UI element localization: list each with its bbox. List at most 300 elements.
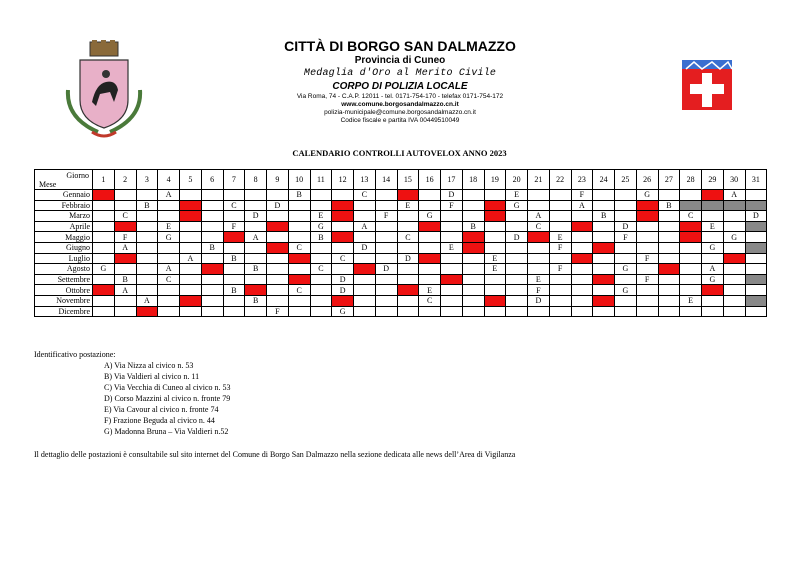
month-label: Settembre [35, 274, 93, 285]
day-axis-label: Giorno [66, 171, 89, 180]
empty-day-cell [245, 221, 267, 232]
empty-day-cell [267, 190, 289, 201]
location-code-cell: F [528, 285, 550, 296]
location-code-cell: A [571, 200, 593, 211]
empty-day-cell [615, 211, 637, 222]
empty-day-cell [93, 242, 115, 253]
empty-day-cell [375, 232, 397, 243]
empty-day-cell [158, 285, 180, 296]
empty-day-cell [201, 253, 223, 264]
location-code-cell: B [245, 295, 267, 306]
empty-day-cell [615, 295, 637, 306]
legend-item: F) Frazione Beguda al civico n. 44 [104, 416, 215, 425]
empty-day-cell [680, 264, 702, 275]
empty-day-cell [180, 274, 202, 285]
empty-day-cell [288, 306, 310, 317]
holiday-cell [136, 306, 158, 317]
location-code-cell: B [462, 221, 484, 232]
location-code-cell: E [549, 232, 571, 243]
legend-item: A) Via Nizza al civico n. 53 [104, 361, 194, 370]
empty-day-cell [375, 190, 397, 201]
location-code-cell: G [702, 274, 724, 285]
empty-day-cell [180, 285, 202, 296]
holiday-cell [419, 253, 441, 264]
empty-day-cell [702, 306, 724, 317]
empty-day-cell [658, 211, 680, 222]
empty-day-cell [375, 200, 397, 211]
location-code-cell: B [201, 242, 223, 253]
location-code-cell: E [310, 211, 332, 222]
holiday-cell [201, 264, 223, 275]
empty-day-cell [288, 232, 310, 243]
day-header-cell: 1 [93, 170, 115, 190]
empty-day-cell [528, 200, 550, 211]
empty-day-cell [158, 200, 180, 211]
holiday-cell [723, 253, 745, 264]
empty-day-cell [419, 306, 441, 317]
empty-day-cell [528, 190, 550, 201]
location-code-cell: C [354, 190, 376, 201]
empty-day-cell [419, 190, 441, 201]
empty-day-cell [506, 264, 528, 275]
empty-day-cell [658, 274, 680, 285]
empty-day-cell [158, 306, 180, 317]
location-code-cell: F [223, 221, 245, 232]
empty-day-cell [180, 306, 202, 317]
empty-day-cell [506, 285, 528, 296]
empty-day-cell [223, 242, 245, 253]
location-code-cell: D [615, 221, 637, 232]
empty-day-cell [267, 211, 289, 222]
holiday-cell [636, 200, 658, 211]
empty-day-cell [375, 274, 397, 285]
empty-day-cell [245, 306, 267, 317]
empty-day-cell [549, 253, 571, 264]
empty-day-cell [571, 232, 593, 243]
nonexistent-day-cell [745, 200, 767, 211]
empty-day-cell [93, 306, 115, 317]
holiday-cell [267, 242, 289, 253]
holiday-cell [419, 221, 441, 232]
location-code-cell: E [419, 285, 441, 296]
province-name: Provincia di Cuneo [354, 55, 446, 66]
empty-day-cell [636, 306, 658, 317]
empty-day-cell [462, 211, 484, 222]
day-header-cell: 21 [528, 170, 550, 190]
empty-day-cell [680, 253, 702, 264]
empty-day-cell [593, 285, 615, 296]
location-code-cell: A [114, 285, 136, 296]
holiday-cell [354, 264, 376, 275]
table-row [35, 274, 767, 285]
empty-day-cell [723, 242, 745, 253]
empty-day-cell [288, 211, 310, 222]
day-header-cell: 7 [223, 170, 245, 190]
legend-item: G) Madonna Bruna – Via Valdieri n.52 [104, 427, 229, 436]
empty-day-cell [201, 295, 223, 306]
holiday-cell [680, 221, 702, 232]
holiday-cell [571, 221, 593, 232]
corner-header-cell [35, 170, 93, 190]
day-header-cell: 14 [375, 170, 397, 190]
location-legend [34, 349, 231, 437]
holiday-cell [180, 200, 202, 211]
empty-day-cell [310, 190, 332, 201]
corps-name: CORPO DI POLIZIA LOCALE [332, 81, 468, 92]
month-label: Maggio [35, 232, 93, 243]
empty-day-cell [93, 211, 115, 222]
empty-day-cell [462, 253, 484, 264]
day-header-cell: 9 [267, 170, 289, 190]
empty-day-cell [136, 253, 158, 264]
empty-day-cell [593, 200, 615, 211]
empty-day-cell [506, 274, 528, 285]
holiday-cell [93, 190, 115, 201]
empty-day-cell [180, 190, 202, 201]
letterhead [250, 38, 550, 125]
location-code-cell: D [332, 274, 354, 285]
location-code-cell: A [723, 190, 745, 201]
holiday-cell [288, 253, 310, 264]
empty-day-cell [636, 232, 658, 243]
empty-day-cell [615, 242, 637, 253]
location-code-cell: A [528, 211, 550, 222]
holiday-cell [484, 200, 506, 211]
empty-day-cell [223, 306, 245, 317]
empty-day-cell [114, 295, 136, 306]
empty-day-cell [354, 200, 376, 211]
empty-day-cell [354, 274, 376, 285]
empty-day-cell [549, 306, 571, 317]
location-code-cell: E [528, 274, 550, 285]
location-code-cell: E [702, 221, 724, 232]
website-line: www.comune.borgosandalmazzo.cn.it [341, 101, 459, 108]
empty-day-cell [310, 306, 332, 317]
table-row [35, 232, 767, 243]
table-row [35, 295, 767, 306]
day-header-cell: 5 [180, 170, 202, 190]
empty-day-cell [484, 232, 506, 243]
location-code-cell: E [680, 295, 702, 306]
day-header-cell: 20 [506, 170, 528, 190]
empty-day-cell [549, 295, 571, 306]
legend-heading: Identificativo postazione: [34, 350, 116, 359]
region-flag-icon [682, 60, 732, 110]
empty-day-cell [136, 242, 158, 253]
empty-day-cell [702, 295, 724, 306]
location-code-cell: F [549, 264, 571, 275]
location-code-cell: C [332, 253, 354, 264]
day-header-cell: 30 [723, 170, 745, 190]
holiday-cell [397, 285, 419, 296]
month-label: Agosto [35, 264, 93, 275]
empty-day-cell [636, 295, 658, 306]
month-label: Novembre [35, 295, 93, 306]
holiday-cell [702, 285, 724, 296]
empty-day-cell [201, 285, 223, 296]
day-header-cell: 11 [310, 170, 332, 190]
empty-day-cell [615, 190, 637, 201]
empty-day-cell [419, 274, 441, 285]
empty-day-cell [201, 200, 223, 211]
location-code-cell: A [245, 232, 267, 243]
holiday-cell [484, 295, 506, 306]
empty-day-cell [745, 232, 767, 243]
empty-day-cell [158, 253, 180, 264]
empty-day-cell [354, 295, 376, 306]
location-code-cell: D [245, 211, 267, 222]
location-code-cell: E [397, 200, 419, 211]
location-code-cell: G [93, 264, 115, 275]
empty-day-cell [245, 190, 267, 201]
empty-day-cell [484, 242, 506, 253]
legend-list [34, 360, 231, 437]
empty-day-cell [267, 285, 289, 296]
month-label: Febbraio [35, 200, 93, 211]
empty-day-cell [462, 295, 484, 306]
month-label: Dicembre [35, 306, 93, 317]
day-header-cell: 23 [571, 170, 593, 190]
location-code-cell: B [114, 274, 136, 285]
table-row [35, 211, 767, 222]
empty-day-cell [114, 190, 136, 201]
day-header-cell: 15 [397, 170, 419, 190]
empty-day-cell [723, 295, 745, 306]
day-header-cell: 24 [593, 170, 615, 190]
day-header-cell: 18 [462, 170, 484, 190]
legend-item: C) Via Vecchia di Cuneo al civico n. 53 [104, 383, 231, 392]
empty-day-cell [375, 253, 397, 264]
empty-day-cell [636, 242, 658, 253]
location-code-cell: D [375, 264, 397, 275]
empty-day-cell [723, 211, 745, 222]
empty-day-cell [180, 264, 202, 275]
empty-day-cell [549, 211, 571, 222]
holiday-cell [114, 221, 136, 232]
holiday-cell [528, 232, 550, 243]
location-code-cell: B [310, 232, 332, 243]
location-code-cell: C [223, 200, 245, 211]
holiday-cell [93, 285, 115, 296]
holiday-cell [593, 295, 615, 306]
empty-day-cell [114, 306, 136, 317]
empty-day-cell [441, 295, 463, 306]
empty-day-cell [571, 264, 593, 275]
empty-day-cell [158, 211, 180, 222]
empty-day-cell [223, 190, 245, 201]
empty-day-cell [658, 306, 680, 317]
location-code-cell: E [506, 190, 528, 201]
empty-day-cell [571, 274, 593, 285]
empty-day-cell [201, 190, 223, 201]
day-header-cell: 6 [201, 170, 223, 190]
location-code-cell: C [310, 264, 332, 275]
empty-day-cell [93, 200, 115, 211]
empty-day-cell [419, 264, 441, 275]
empty-day-cell [223, 211, 245, 222]
empty-day-cell [332, 190, 354, 201]
empty-day-cell [245, 274, 267, 285]
empty-day-cell [506, 221, 528, 232]
empty-day-cell [593, 306, 615, 317]
empty-day-cell [397, 295, 419, 306]
empty-day-cell [93, 274, 115, 285]
empty-day-cell [397, 221, 419, 232]
empty-day-cell [93, 232, 115, 243]
location-code-cell: C [419, 295, 441, 306]
empty-day-cell [549, 274, 571, 285]
location-code-cell: C [288, 285, 310, 296]
empty-day-cell [745, 285, 767, 296]
holiday-cell [593, 242, 615, 253]
empty-day-cell [201, 221, 223, 232]
empty-day-cell [419, 232, 441, 243]
empty-day-cell [702, 253, 724, 264]
location-code-cell: E [441, 242, 463, 253]
empty-day-cell [114, 264, 136, 275]
empty-day-cell [332, 242, 354, 253]
empty-day-cell [114, 200, 136, 211]
empty-day-cell [310, 274, 332, 285]
location-code-cell: B [288, 190, 310, 201]
empty-day-cell [354, 253, 376, 264]
empty-day-cell [267, 295, 289, 306]
empty-day-cell [745, 190, 767, 201]
empty-day-cell [441, 306, 463, 317]
holiday-cell [484, 211, 506, 222]
footer-note: Il dettaglio delle postazioni è consultabile sul sito internet del Comune di Borgo San Dalmazzo nella sezione dedicata alle news dell’Area di Vigilanza [34, 450, 516, 459]
empty-day-cell [702, 232, 724, 243]
empty-day-cell [93, 253, 115, 264]
empty-day-cell [636, 221, 658, 232]
empty-day-cell [745, 253, 767, 264]
day-header-cell: 31 [745, 170, 767, 190]
location-code-cell: D [397, 253, 419, 264]
empty-day-cell [158, 295, 180, 306]
location-code-cell: G [723, 232, 745, 243]
empty-day-cell [288, 200, 310, 211]
speed-camera-calendar-table [34, 169, 767, 317]
empty-day-cell [136, 274, 158, 285]
empty-day-cell [680, 190, 702, 201]
empty-day-cell [462, 264, 484, 275]
empty-day-cell [201, 306, 223, 317]
empty-day-cell [593, 190, 615, 201]
day-header-cell: 25 [615, 170, 637, 190]
legend-item: E) Via Cavour al civico n. fronte 74 [104, 405, 219, 414]
empty-day-cell [658, 242, 680, 253]
empty-day-cell [310, 253, 332, 264]
location-code-cell: D [441, 190, 463, 201]
empty-day-cell [397, 242, 419, 253]
nonexistent-day-cell [745, 221, 767, 232]
holiday-cell [223, 232, 245, 243]
empty-day-cell [310, 285, 332, 296]
day-header-cell: 3 [136, 170, 158, 190]
location-code-cell: C [158, 274, 180, 285]
empty-day-cell [680, 285, 702, 296]
empty-day-cell [223, 274, 245, 285]
empty-day-cell [571, 295, 593, 306]
table-row [35, 221, 767, 232]
holiday-cell [636, 211, 658, 222]
empty-day-cell [484, 285, 506, 296]
empty-day-cell [136, 264, 158, 275]
location-code-cell: A [702, 264, 724, 275]
day-header-cell: 29 [702, 170, 724, 190]
empty-day-cell [201, 274, 223, 285]
empty-day-cell [441, 211, 463, 222]
holiday-cell [332, 200, 354, 211]
day-header-cell: 28 [680, 170, 702, 190]
empty-day-cell [723, 264, 745, 275]
empty-day-cell [93, 295, 115, 306]
empty-day-cell [571, 242, 593, 253]
nonexistent-day-cell [745, 274, 767, 285]
location-code-cell: G [615, 285, 637, 296]
empty-day-cell [658, 295, 680, 306]
holiday-cell [180, 211, 202, 222]
empty-day-cell [506, 242, 528, 253]
empty-day-cell [680, 242, 702, 253]
holiday-cell [658, 264, 680, 275]
empty-day-cell [397, 211, 419, 222]
empty-day-cell [680, 306, 702, 317]
location-code-cell: B [223, 253, 245, 264]
empty-day-cell [332, 221, 354, 232]
empty-day-cell [158, 242, 180, 253]
empty-day-cell [658, 285, 680, 296]
empty-day-cell [136, 221, 158, 232]
location-code-cell: C [680, 211, 702, 222]
holiday-cell [180, 295, 202, 306]
location-code-cell: A [136, 295, 158, 306]
location-code-cell: A [158, 190, 180, 201]
empty-day-cell [136, 285, 158, 296]
city-name: CITTÀ DI BORGO SAN DALMAZZO [284, 38, 516, 54]
table-row [35, 306, 767, 317]
location-code-cell: D [506, 232, 528, 243]
location-code-cell: A [354, 221, 376, 232]
day-header-cell: 12 [332, 170, 354, 190]
location-code-cell: G [702, 242, 724, 253]
holiday-cell [332, 211, 354, 222]
empty-day-cell [354, 306, 376, 317]
empty-day-cell [201, 211, 223, 222]
empty-day-cell [745, 306, 767, 317]
day-header-cell: 13 [354, 170, 376, 190]
location-code-cell: E [484, 264, 506, 275]
holiday-cell [332, 232, 354, 243]
empty-day-cell [702, 211, 724, 222]
location-code-cell: F [636, 253, 658, 264]
location-code-cell: B [245, 264, 267, 275]
empty-day-cell [180, 221, 202, 232]
table-row [35, 200, 767, 211]
location-code-cell: F [267, 306, 289, 317]
empty-day-cell [267, 274, 289, 285]
empty-day-cell [615, 253, 637, 264]
empty-day-cell [484, 306, 506, 317]
empty-day-cell [375, 285, 397, 296]
empty-day-cell [484, 190, 506, 201]
empty-day-cell [549, 190, 571, 201]
empty-day-cell [245, 253, 267, 264]
empty-day-cell [658, 253, 680, 264]
location-code-cell: B [136, 200, 158, 211]
empty-day-cell [354, 285, 376, 296]
day-header-cell: 8 [245, 170, 267, 190]
